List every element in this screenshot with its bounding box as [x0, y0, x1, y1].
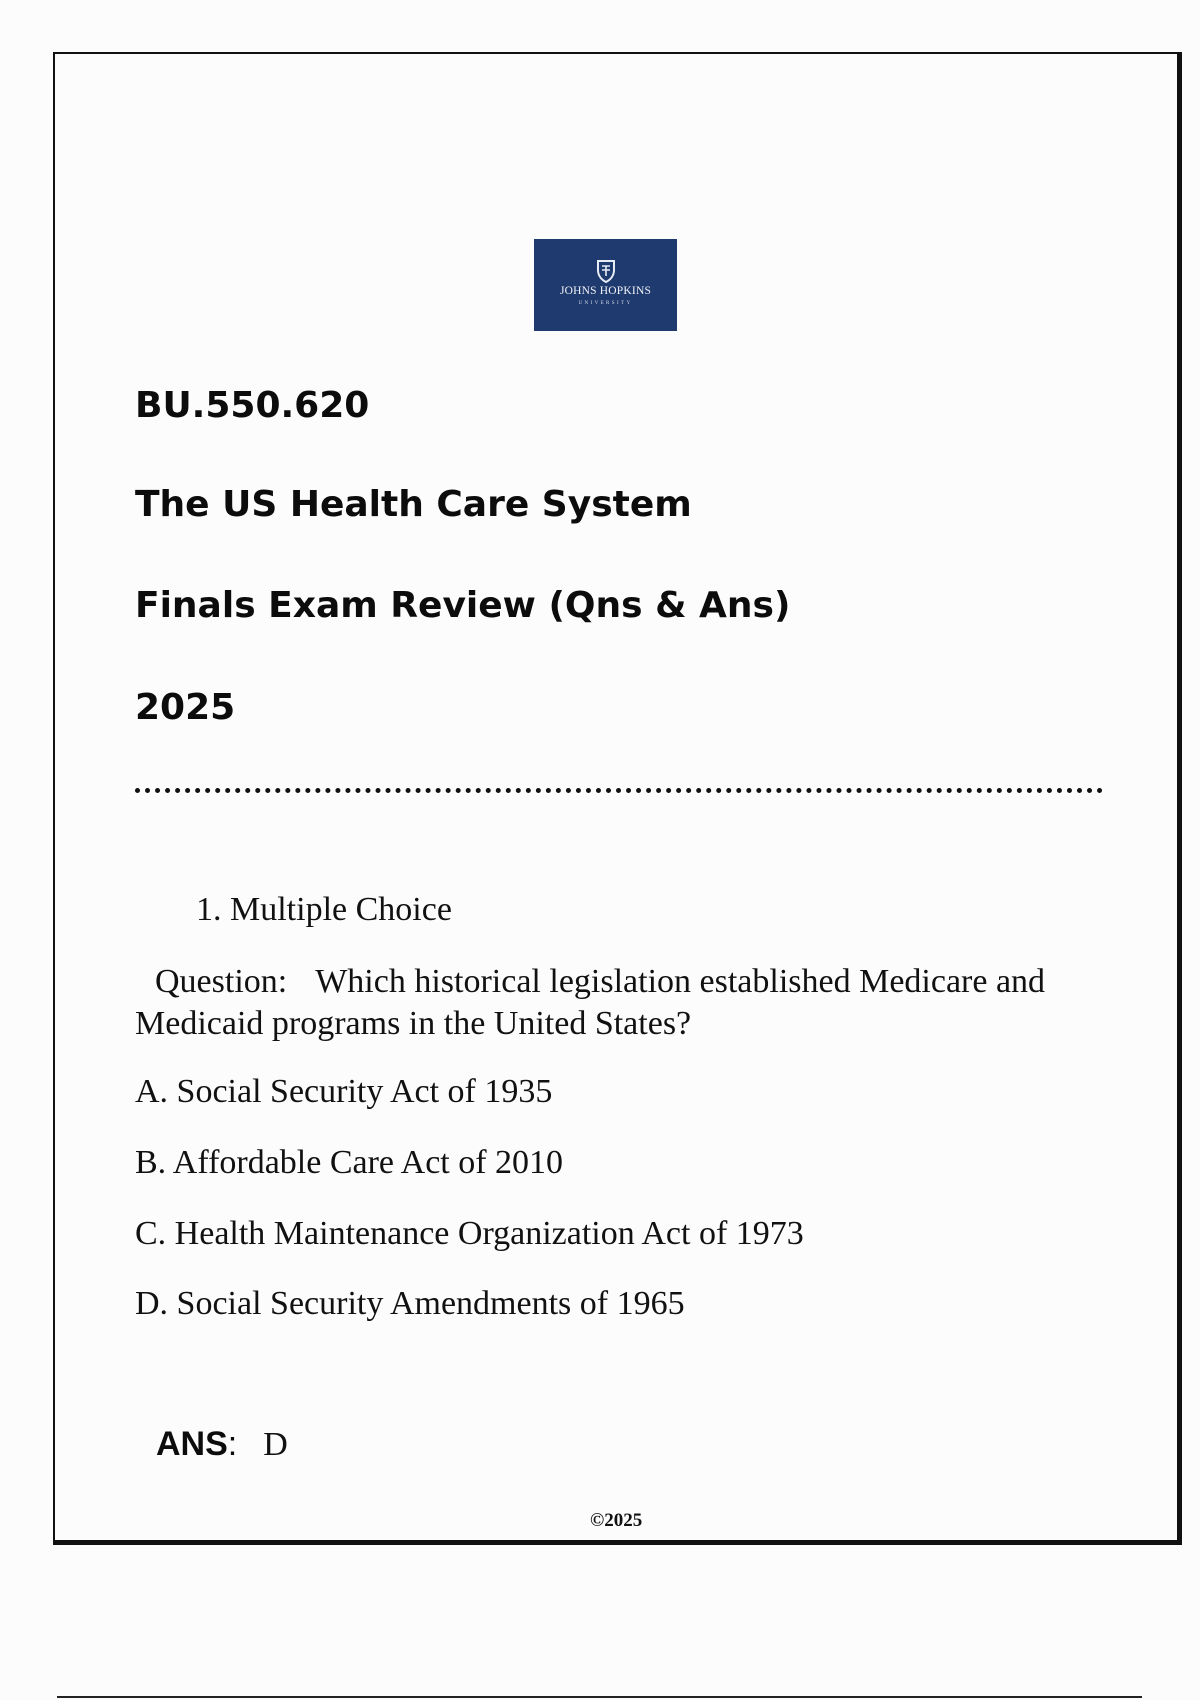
bottom-rule: [57, 1696, 1142, 1698]
answer-line: [156, 1425, 288, 1464]
document-year: 2025: [135, 687, 236, 728]
answer-value: D: [263, 1426, 288, 1463]
question-number-type: 1. Multiple Choice: [196, 891, 452, 928]
dotted-divider: [135, 788, 1103, 793]
document-title: Finals Exam Review (Qns & Ans): [135, 585, 791, 626]
course-code: BU.550.620: [135, 385, 370, 426]
logo-subtitle: UNIVERSITY: [578, 301, 633, 306]
option-d: D. Social Security Amendments of 1965: [135, 1285, 685, 1322]
question-label: Question:: [155, 963, 288, 1000]
option-c: C. Health Maintenance Organization Act of 1973: [135, 1215, 804, 1252]
question-text: Which historical legislation established Medicare and Medicaid programs in the United States?: [135, 963, 1046, 1042]
university-logo: [534, 239, 677, 331]
course-title: The US Health Care System: [135, 484, 692, 525]
answer-colon: :: [227, 1425, 238, 1463]
answer-label: ANS: [156, 1425, 228, 1463]
copyright-notice: ©2025: [590, 1510, 643, 1531]
question-text-block: [135, 961, 1075, 1045]
shield-icon: [596, 259, 616, 283]
logo-name: JOHNS HOPKINS: [559, 285, 652, 297]
option-a: A. Social Security Act of 1935: [135, 1073, 553, 1110]
option-b: B. Affordable Care Act of 2010: [135, 1144, 564, 1181]
